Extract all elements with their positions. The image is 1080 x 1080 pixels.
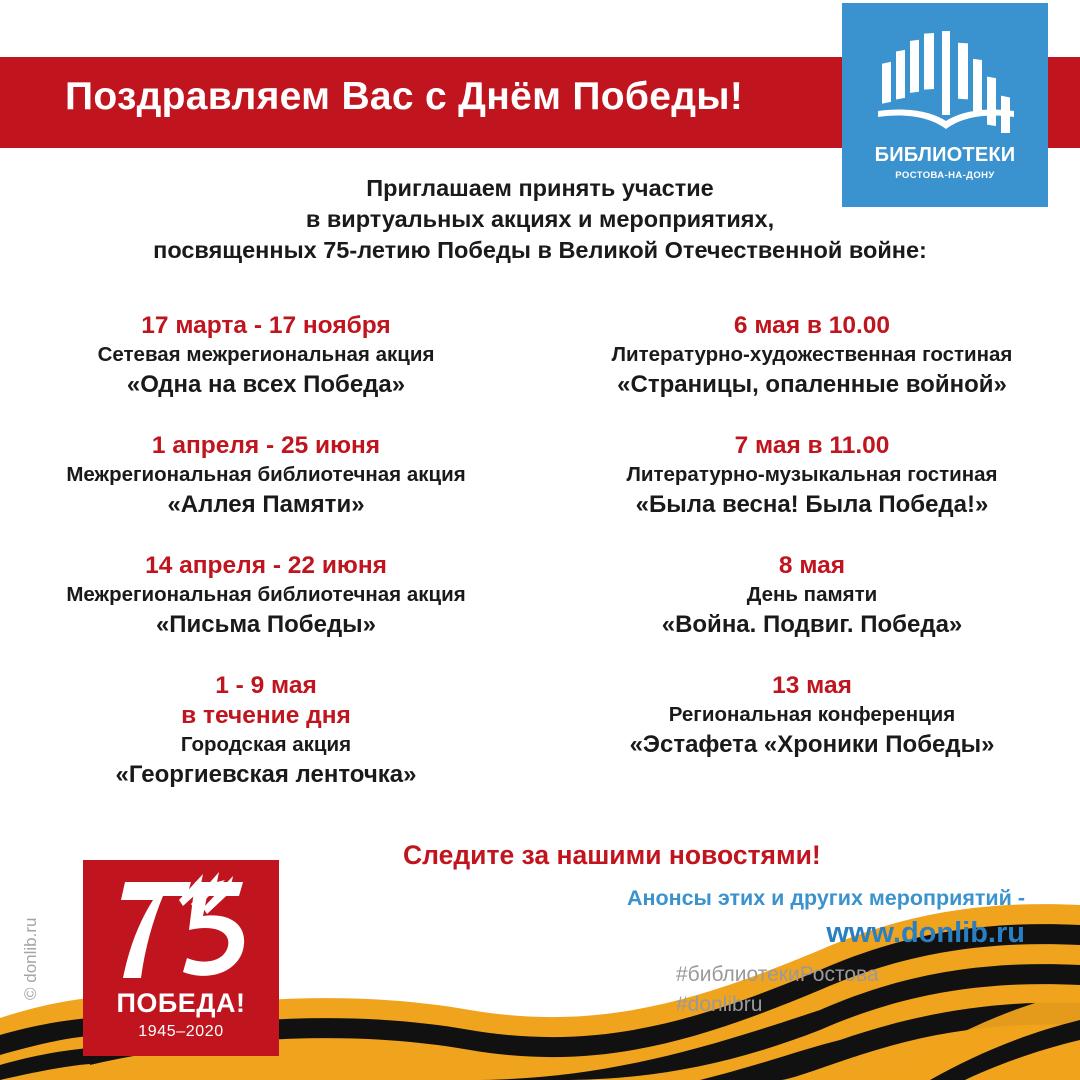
website-link[interactable]: www.donlib.ru — [826, 917, 1025, 949]
event-date: 6 мая в 10.00 — [733, 312, 891, 339]
event-date: 14 апреля - 22 июня — [145, 552, 387, 579]
event-item — [6, 311, 526, 401]
hashtag[interactable]: #библиотекиРостова — [676, 963, 879, 986]
event-title: «Была весна! Была Победа!» — [635, 491, 989, 518]
victory-75-emblem — [83, 860, 279, 1056]
event-item — [552, 311, 1072, 401]
event-description: Сетевая межрегиональная акция — [97, 343, 435, 366]
event-item — [552, 551, 1072, 641]
event-title: «Война. Подвиг. Победа» — [661, 611, 963, 638]
event-title: «Одна на всех Победа» — [126, 371, 406, 398]
page-title: Поздравляем Вас с Днём Победы! — [65, 75, 744, 118]
intro-line: посвященных 75-летию Победы в Великой Отечественной войне: — [153, 237, 927, 263]
event-item — [552, 671, 1072, 761]
event-title: «Аллея Памяти» — [167, 491, 365, 518]
announce-text: Анонсы этих и других мероприятий - — [626, 886, 1025, 910]
intro-line: Приглашаем принять участие — [366, 175, 714, 201]
event-item — [6, 671, 526, 791]
libraries-logo-name: БИБЛИОТЕКИ — [874, 144, 1016, 166]
victory-75-graphic — [83, 860, 279, 990]
event-date: 1 - 9 мая — [215, 672, 317, 699]
hashtag[interactable]: #donlibru — [676, 993, 763, 1016]
event-title: «Эстафета «Хроники Победы» — [629, 731, 995, 758]
follow-heading: Следите за нашими новостями! — [403, 840, 821, 870]
event-date: 13 мая — [772, 672, 852, 699]
event-date: 8 мая — [778, 552, 846, 579]
event-description: Межрегиональная библиотечная акция — [66, 463, 466, 486]
event-title: «Письма Победы» — [155, 611, 377, 638]
open-book-icon — [876, 25, 1016, 133]
event-item — [552, 431, 1072, 521]
libraries-logo-city: РОСТОВА-НА-ДОНУ — [895, 170, 995, 181]
intro-line: в виртуальных акциях и мероприятиях, — [305, 206, 775, 232]
event-date-note: в течение дня — [181, 702, 351, 729]
victory-years: 1945–2020 — [138, 1023, 224, 1040]
intro-text — [60, 173, 1020, 266]
event-date: 17 марта - 17 ноября — [141, 312, 391, 339]
copyright-text: © donlib.ru — [21, 917, 40, 1000]
event-title: «Страницы, опаленные войной» — [617, 371, 1007, 398]
event-description: Литературно-музыкальная гостиная — [626, 463, 998, 486]
event-description: Межрегиональная библиотечная акция — [66, 583, 466, 606]
event-date: 1 апреля - 25 июня — [151, 432, 381, 459]
event-description: Литературно-художественная гостиная — [611, 343, 1013, 366]
event-date: 7 мая в 11.00 — [734, 432, 890, 459]
victory-label: ПОБЕДА! — [116, 988, 246, 1018]
event-description: День памяти — [746, 583, 878, 606]
event-description: Региональная конференция — [668, 703, 956, 726]
event-description: Городская акция — [180, 733, 352, 756]
event-item — [6, 551, 526, 641]
event-item — [6, 431, 526, 521]
event-title: «Георгиевская ленточка» — [115, 761, 417, 788]
